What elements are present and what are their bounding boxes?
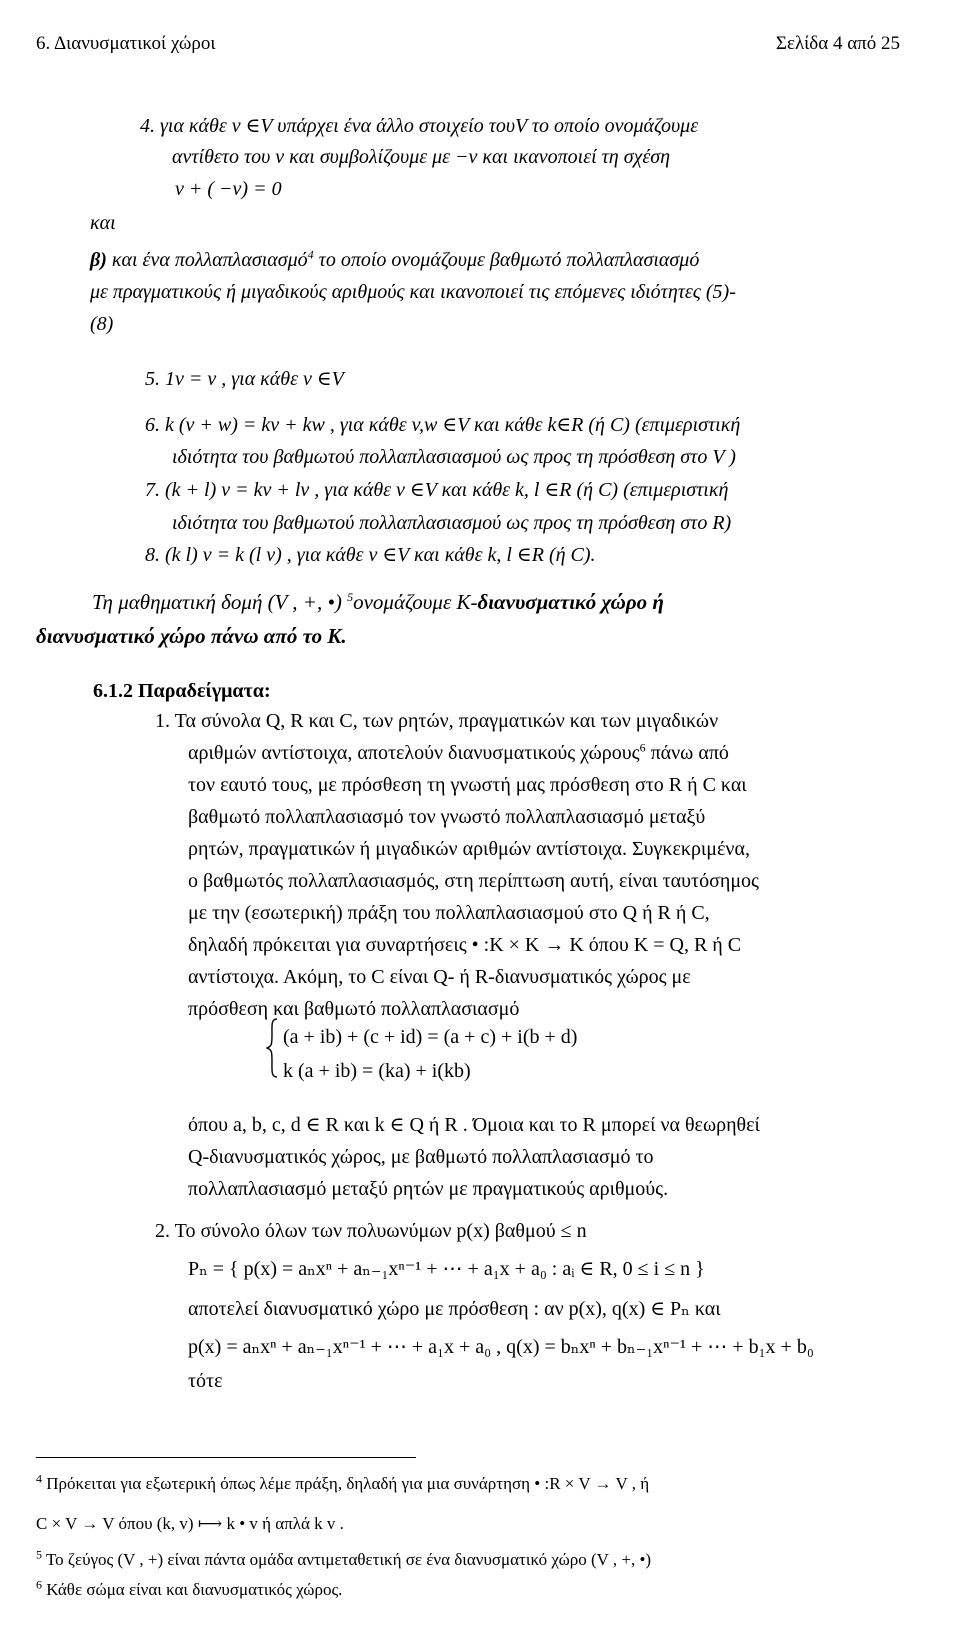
- beta-label: β): [90, 249, 107, 271]
- complex-scalar-equation: k (a + ib) = (ka) + i(kb): [283, 1060, 471, 1082]
- footnote-6: $^6$ Κάθε σώμα είναι και διανυσματικός χώρος.: [36, 1577, 343, 1599]
- footnote-separator: [36, 1457, 416, 1458]
- examples-heading: 6.1.2 Παραδείγματα:: [93, 680, 271, 702]
- beta-line-2: με πραγματικούς ή μιγαδικούς αριθμούς και ικανοποιεί τις επόμενες ιδιότητες (5)-: [90, 281, 736, 303]
- example-1-line-5: ρητών, πραγματικών ή μιγαδικών αριθμών αντίστοιχα. Συγκεκριμένα,: [188, 838, 750, 860]
- axiom-4-line-2: αντίθετο του v και συμβολίζουμε με −v και ικανοποιεί τη σχέση: [172, 146, 671, 168]
- footnote-4-line-1: $^4$ Πρόκειται για εξωτερική όπως λέμε πράξη, δηλαδή για μια συνάρτηση • :R × V → V , ή: [36, 1471, 650, 1493]
- example-2-line-1: 2. Το σύνολο όλων των πολυωνύμων p(x) βαθμού ≤ n: [155, 1220, 587, 1242]
- polynomial-set-definition: Pₙ = { p(x) = aₙxⁿ + aₙ₋₁xⁿ⁻¹ + ⋯ + a₁x + a₀ : aᵢ ∈ R, 0 ≤ i ≤ n }: [188, 1258, 705, 1280]
- definition-line-2: διανυσματικό χώρο πάνω από το K.: [36, 624, 347, 648]
- axiom-6-line-2: ιδιότητα του βαθμωτού πολλαπλασιασμού ως προς τη πρόσθεση στο V ): [172, 446, 736, 468]
- chapter-title: 6. Διανυσματικοί χώροι: [36, 33, 216, 54]
- example-1-line-1: 1. Τα σύνολα Q, R και C, των ρητών, πραγματικών και των μιγαδικών: [155, 710, 719, 732]
- complex-addition-equation: (a + ib) + (c + id) = (a + c) + i(b + d): [283, 1026, 578, 1048]
- example-1-line-2: αριθμών αντίστοιχα, αποτελούν διανυσματικούς χώρους$^6$ πάνω από: [188, 740, 729, 764]
- axiom-7-line-1: 7. (k + l) v = kv + lv , για κάθε v ∈V και κάθε k, l ∈R (ή C) (επιμεριστική: [145, 479, 729, 501]
- example-1-line-6: ο βαθμωτός πολλαπλασιασμός, στη περίπτωση αυτή, είναι ταυτόσημος: [188, 870, 759, 892]
- page-number: Σελίδα 4 από 25: [775, 33, 900, 54]
- left-brace: [266, 1018, 278, 1078]
- example-1-line-8: δηλαδή πρόκειται για συναρτήσεις • :K × K → K όπου K = Q, R ή C: [188, 934, 742, 956]
- beta-line-3: (8): [90, 313, 114, 335]
- footnote-ref-5: 5: [347, 590, 354, 604]
- footnote-5: $^5$ Το ζεύγος (V , +) είναι πάντα ομάδα αντιμεταθετική σε ένα διανυσματικό χώρο (V , +, •): [36, 1547, 652, 1569]
- example-1-line-11: όπου a, b, c, d ∈ R και k ∈ Q ή R . Όμοια και το R μπορεί να θεωρηθεί: [188, 1114, 760, 1136]
- axiom-6-line-1: 6. k (v + w) = kv + kw , για κάθε v,w ∈V και κάθε k∈R (ή C) (επιμεριστική: [145, 414, 741, 436]
- example-1-line-3: τον εαυτό τους, με πρόσθεση τη γνωστή μας πρόσθεση στο R ή C και: [188, 774, 747, 796]
- definition-line-1: Τη μαθηματική δομή (V , +, •) $^5$ονομάζουμε K-διανυσματικό χώρο ή: [92, 590, 664, 614]
- example-2-line-5: τότε: [188, 1370, 223, 1392]
- example-1-line-9: αντίστοιχα. Ακόμη, το C είναι Q- ή R-διανυσματικός χώρος με: [188, 966, 691, 988]
- example-1-line-10: πρόσθεση και βαθμωτό πολλαπλασιασμό: [188, 998, 520, 1020]
- footnote-ref-6: 6: [639, 740, 646, 755]
- beta-line-1: β) και ένα πολλαπλασιασμό$^4$ το οποίο ονομάζουμε βαθμωτό πολλαπλασιασμό: [90, 247, 700, 271]
- axiom-7-line-2: ιδιότητα του βαθμωτού πολλαπλασιασμού ως προς τη πρόσθεση στο R): [172, 512, 732, 534]
- axiom-4-equation: v + ( −v) = 0: [175, 178, 282, 200]
- example-1-line-4: βαθμωτό πολλαπλασιασμό τον γνωστό πολλαπλασιασμό μεταξύ: [188, 806, 706, 828]
- kai-label: και: [90, 212, 116, 234]
- footnote-ref-4: 4: [307, 247, 314, 262]
- footnote-4-line-2: C × V → V όπου (k, v) ⟼ k • v ή απλά k v .: [36, 1514, 344, 1533]
- example-1-line-7: με την (εσωτερική) πράξη του πολλαπλασιασμού στο Q ή R ή C,: [188, 902, 710, 924]
- axiom-5: 5. 1v = v , για κάθε v ∈V: [145, 368, 344, 390]
- example-1-line-12: Q-διανυσματικός χώρος, με βαθμωτό πολλαπλασιασμό το: [188, 1146, 654, 1168]
- axiom-8: 8. (k l) v = k (l v) , για κάθε v ∈V και κάθε k, l ∈R (ή C).: [145, 544, 596, 566]
- axiom-4-line-1: 4. για κάθε v ∈V υπάρχει ένα άλλο στοιχείο τουV το οποίο ονομάζουμε: [140, 115, 699, 137]
- example-2-line-3: αποτελεί διανυσματικό χώρο με πρόσθεση : αν p(x), q(x) ∈ Pₙ και: [188, 1298, 721, 1320]
- example-1-line-13: πολλαπλασιασμό μεταξύ ρητών με πραγματικούς αριθμούς.: [188, 1178, 669, 1200]
- polynomials-p-q: p(x) = aₙxⁿ + aₙ₋₁xⁿ⁻¹ + ⋯ + a₁x + a₀ , q(x) = bₙxⁿ + bₙ₋₁xⁿ⁻¹ + ⋯ + b₁x + b₀: [188, 1336, 814, 1358]
